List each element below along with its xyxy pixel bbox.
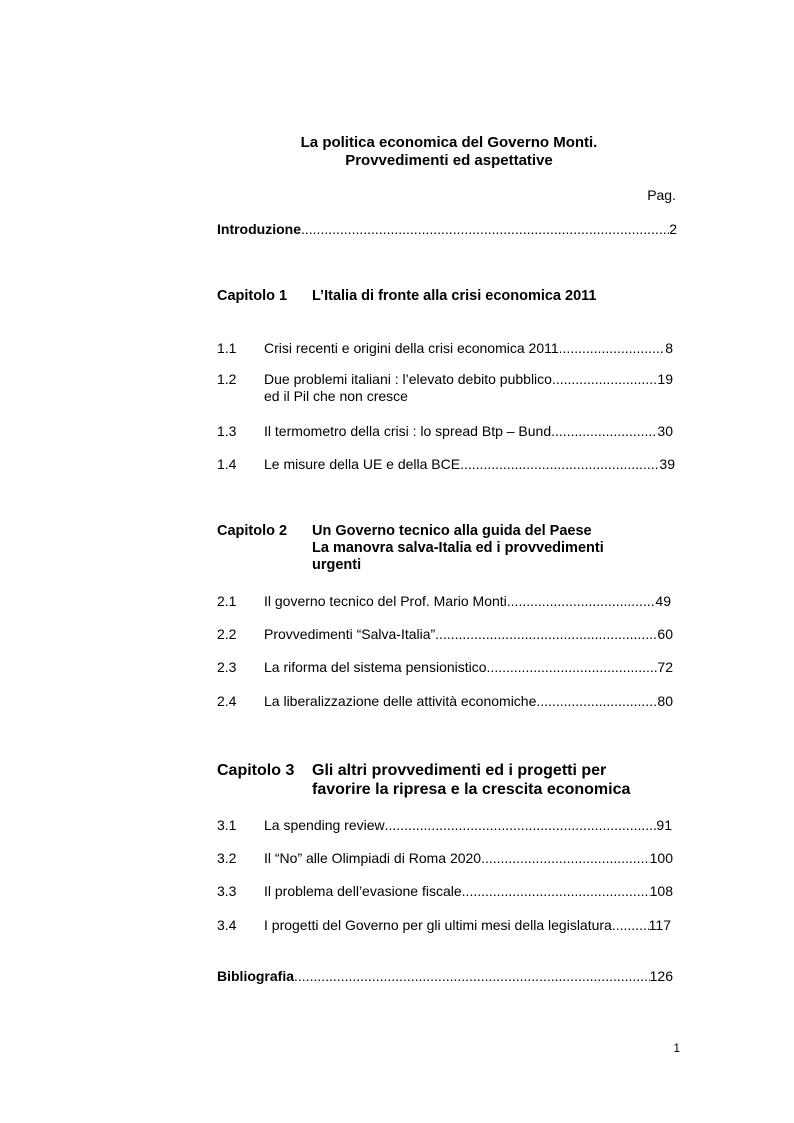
toc-entry-label: Introduzione [217, 221, 301, 237]
toc-entry-page: 108 [649, 883, 673, 899]
toc-entry-bibliografia [217, 968, 673, 984]
toc-entry-label: Provvedimenti “Salva-Italia” [264, 626, 436, 642]
chapter-2-title-line-2: La manovra salva-Italia ed i provvedimenti [312, 540, 604, 556]
section-number: 1.3 [217, 423, 237, 439]
toc-entry-label: Il “No” alle Olimpiadi di Roma 2020 [264, 850, 482, 866]
toc-entry-page: 80 [657, 693, 673, 709]
toc-leader-dots [435, 626, 657, 642]
chapter-3-label: Capitolo 3 [217, 762, 295, 779]
toc-leader-dots [385, 817, 657, 833]
chapter-2-title-line-3: urgenti [312, 557, 362, 573]
chapter-3-title-line-1: Gli altri provvedimenti ed i progetti per [312, 762, 607, 779]
toc-entry-page: 126 [649, 968, 673, 984]
toc-entry-label: La spending review [264, 817, 385, 833]
toc-entry-page: 8 [665, 340, 673, 356]
toc-entry-page: 91 [656, 817, 672, 833]
toc-leader-dots [536, 693, 657, 709]
section-number: 1.1 [217, 340, 237, 356]
toc-leader-dots [552, 371, 657, 387]
section-number: 2.2 [217, 626, 237, 642]
toc-entry-page: 100 [649, 850, 673, 866]
section-number: 3.2 [217, 850, 237, 866]
toc-entry-section [264, 693, 673, 709]
toc-entry-label: La liberalizzazione delle attività economiche [264, 693, 537, 709]
toc-leader-dots [301, 221, 669, 237]
toc-entry-page: 72 [657, 659, 673, 675]
chapter-1-label: Capitolo 1 [217, 288, 288, 304]
toc-leader-dots [462, 883, 650, 899]
page-number: 1 [673, 1041, 680, 1055]
page-column-label: Pag. [647, 187, 676, 203]
section-number: 2.4 [217, 693, 237, 709]
section-number: 1.2 [217, 371, 237, 387]
toc-entry-page: 60 [657, 626, 673, 642]
section-number: 3.1 [217, 817, 237, 833]
document-title-line-2: Provvedimenti ed aspettative [345, 152, 553, 169]
toc-leader-dots [481, 850, 650, 866]
section-number: 3.4 [217, 917, 237, 933]
chapter-2-label: Capitolo 2 [217, 523, 288, 539]
toc-entry-page: 117 [648, 917, 671, 933]
chapter-3-title-line-2: favorire la ripresa e la crescita economica [312, 781, 631, 798]
toc-entry-section [264, 593, 671, 609]
toc-entry-section [264, 850, 673, 866]
toc-entry-label: La riforma del sistema pensionistico [264, 659, 487, 675]
toc-entry-label: Due problemi italiani : l’elevato debito pubblico [264, 371, 552, 387]
toc-entry-section [264, 817, 672, 833]
toc-entry-section [264, 423, 673, 439]
toc-leader-dots [612, 917, 649, 933]
toc-entry-label: Le misure della UE e della BCE [264, 456, 461, 472]
toc-entry-page: 49 [655, 593, 671, 609]
toc-leader-dots [487, 659, 658, 675]
chapter-1-title: L’Italia di fronte alla crisi economica 2011 [312, 288, 597, 304]
toc-entry-page: 2 [669, 221, 677, 237]
section-number: 1.4 [217, 456, 237, 472]
toc-leader-dots [507, 593, 656, 609]
toc-entry-label: Bibliografia [217, 968, 295, 984]
section-number: 2.1 [217, 593, 237, 609]
toc-entry-page: 39 [659, 456, 675, 472]
toc-entry-introduzione [217, 221, 677, 237]
toc-leader-dots [551, 423, 657, 439]
chapter-2-title-line-1: Un Governo tecnico alla guida del Paese [312, 523, 592, 539]
toc-leader-dots [559, 340, 666, 356]
toc-entry-section [264, 456, 675, 472]
toc-leader-dots [294, 968, 650, 984]
toc-entry-section [264, 626, 673, 642]
toc-entry-page: 19 [657, 371, 673, 387]
toc-entry-page: 30 [657, 423, 673, 439]
toc-leader-dots [460, 456, 659, 472]
toc-entry-section [264, 883, 673, 899]
toc-entry-label: Crisi recenti e origini della crisi economica 2011 [264, 340, 559, 356]
toc-entry-label: Il termometro della crisi : lo spread Btp – Bund [264, 423, 552, 439]
toc-entry-section [264, 340, 673, 356]
toc-entry-section [264, 659, 673, 675]
toc-entry-continuation: ed il Pil che non cresce [264, 388, 408, 404]
toc-entry-label: Il problema dell’evasione fiscale [264, 883, 462, 899]
toc-entry-label: I progetti del Governo per gli ultimi mesi della legislatura [264, 917, 612, 933]
section-number: 3.3 [217, 883, 237, 899]
toc-entry-section [264, 917, 671, 933]
toc-entry-label: Il governo tecnico del Prof. Mario Monti [264, 593, 507, 609]
section-number: 2.3 [217, 659, 237, 675]
toc-entry-section [264, 371, 673, 387]
document-title-line-1: La politica economica del Governo Monti. [300, 134, 598, 151]
